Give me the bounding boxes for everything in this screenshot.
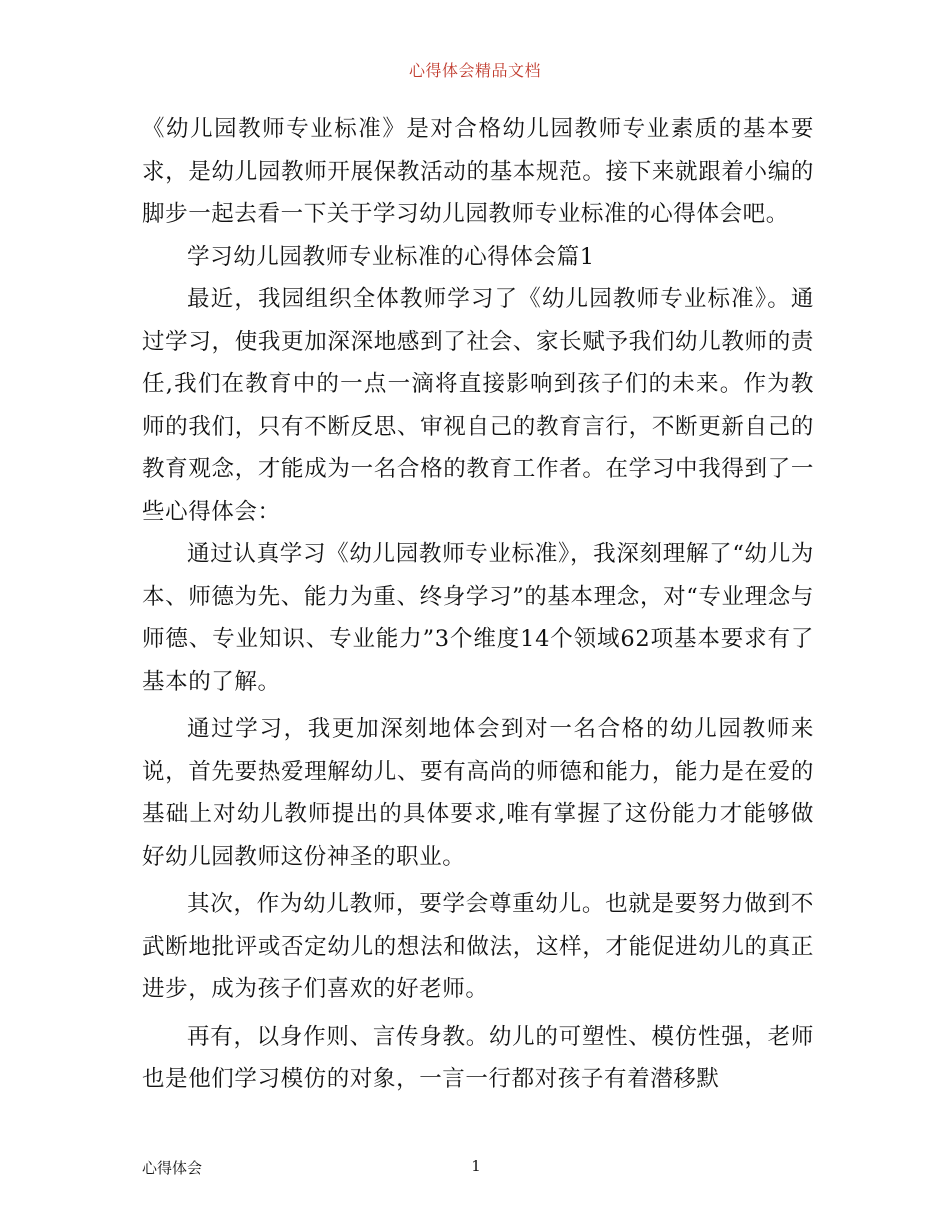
document-body: [142, 108, 814, 1101]
body-paragraph: 其次，作为幼儿教师，要学会尊重幼儿。也就是要努力做到不武断地批评或否定幼儿的想法和做法，这样，才能促进幼儿的真正进步，成为孩子们喜欢的好老师。: [142, 891, 814, 1002]
section-heading: 学习幼儿园教师专业标准的心得体会篇1: [187, 243, 595, 270]
page-number: 1: [471, 1157, 481, 1175]
page-header-title: 心得体会精品文档: [408, 61, 541, 80]
body-paragraph: 最近，我园组织全体教师学习了《幼儿园教师专业标准》。通过学习，使我更加深深地感到了社会、家长赋予我们幼儿教师的责任,我们在教育中的一点一滴将直接影响到孩子们的未来。作为教师的我们，只有不断反思、审视自己的教育言行，不断更新自己的教育观念，才能成为一名合格的教育工作者。在学习中我得到了一些心得体会：: [142, 286, 814, 525]
body-paragraph: 再有，以身作则、言传身教。幼儿的可塑性、模仿性强，老师也是他们学习模仿的对象，一言一行都对孩子有着潜移默: [142, 1023, 814, 1092]
body-paragraph: 通过学习，我更加深刻地体会到对一名合格的幼儿园教师来说，首先要热爱理解幼儿、要有高尚的师德和能力，能力是在爱的基础上对幼儿教师提出的具体要求,唯有掌握了这份能力才能够做好幼儿园教师这份神圣的职业。: [142, 716, 814, 870]
body-paragraph: 通过认真学习《幼儿园教师专业标准》，我深刻理解了“幼儿为本、师德为先、能力为重、终身学习”的基本理念，对“专业理念与师德、专业知识、专业能力”3个维度14个领域62项基本要求有了基本的了解。: [142, 541, 814, 695]
footer-label: 心得体会: [142, 1159, 203, 1177]
intro-paragraph: 《幼儿园教师专业标准》是对合格幼儿园教师专业素质的基本要求，是幼儿园教师开展保教活动的基本规范。接下来就跟着小编的脚步一起去看一下关于学习幼儿园教师专业标准的心得体会吧。: [142, 116, 814, 227]
